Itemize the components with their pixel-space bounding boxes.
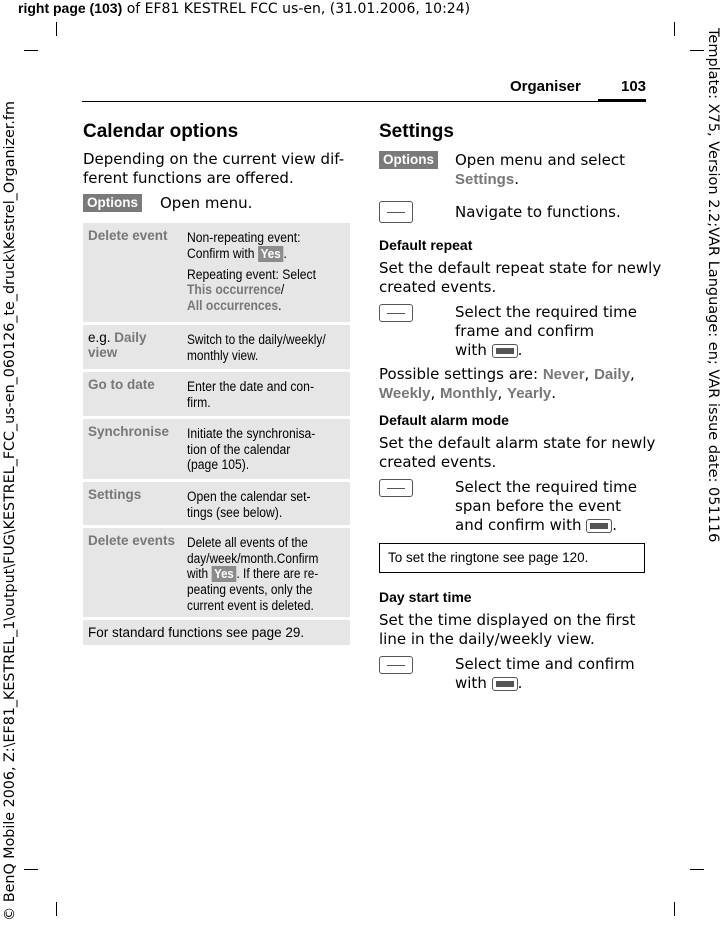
page-number: 103 <box>621 78 647 95</box>
crop-mark <box>674 902 675 916</box>
row-label: Delete events <box>88 533 176 548</box>
desc-line: (page 105). <box>187 457 250 472</box>
desc-line: Non-repeating event: <box>187 230 301 245</box>
menu-option-text: All occurrences <box>187 297 279 313</box>
possible-settings-prefix: Possible settings are: <box>379 365 543 383</box>
desc-line: day/week/month.Confirm <box>187 550 319 566</box>
desc-line: Repeating event: Select <box>187 266 317 282</box>
yes-softkey: Yes <box>211 566 236 582</box>
softkey-icon <box>492 677 518 691</box>
nav-key-mark <box>387 488 405 489</box>
alarm-step-text <box>455 478 637 535</box>
nav-key-mark <box>387 212 405 213</box>
separator: , <box>430 384 440 402</box>
menu-option-text: Settings <box>455 171 515 188</box>
crop-mark <box>690 869 704 870</box>
crop-mark <box>24 869 38 870</box>
calendar-options-heading: Calendar options <box>83 121 239 142</box>
options-softkey: Options <box>83 194 142 212</box>
navigation-key-leftright-icon <box>379 656 413 674</box>
row-description <box>187 325 330 369</box>
navigate-text: Navigate to functions. <box>455 203 621 221</box>
crop-mark <box>56 902 57 916</box>
day-start-heading: Day start time <box>379 589 472 605</box>
table-row <box>83 419 350 479</box>
navigation-key-updown-icon <box>379 201 413 223</box>
table-row <box>83 482 350 525</box>
desc-line <box>187 566 327 582</box>
text-line: Set the default alarm state for newly <box>379 434 656 452</box>
row-label: Synchronise <box>88 424 170 439</box>
text-line: Set the default repeat state for newly <box>379 259 662 277</box>
row-label <box>88 330 178 360</box>
copyright-path: © BenQ Mobile 2006, Z:\EF81_KESTREL_1\output\FUG\KESTREL_FCC_us-en_060126_te_druck\Kestrel_Organizer.fm <box>2 101 18 921</box>
step-line: Select time and confirm <box>455 655 635 673</box>
table-row <box>83 325 350 369</box>
step-line: Select the required time <box>455 478 637 496</box>
menu-option-text: This occurrence <box>187 282 281 297</box>
desc-text: Confirm with <box>187 245 258 261</box>
desc-line: Open the calendar set- <box>187 489 311 504</box>
setting-value: Weekly <box>379 385 431 402</box>
desc-line: Delete all events of the <box>187 535 308 550</box>
text-line: line in the daily/weekly view. <box>379 630 595 648</box>
step-line <box>455 341 637 360</box>
desc-text: . If there are re- <box>236 566 319 581</box>
default-repeat-heading: Default repeat <box>379 237 473 253</box>
row-description <box>187 482 334 526</box>
text-line: created events. <box>379 278 497 296</box>
navigation-key-leftright-icon <box>379 304 413 322</box>
setting-value: Monthly <box>439 385 498 402</box>
desc-line: Initiate the synchronisa- <box>187 426 316 441</box>
step-line: span before the event <box>455 497 621 515</box>
calendar-options-intro <box>83 150 344 188</box>
desc-line <box>187 282 330 298</box>
desc-line: tion of the calendar <box>187 441 291 457</box>
desc-line: Switch to the daily/weekly/ <box>187 332 326 347</box>
crop-mark <box>56 22 57 36</box>
print-header-bold: right page (103) <box>18 0 123 16</box>
step-text: . <box>612 516 618 534</box>
nav-key-mark <box>387 313 405 314</box>
running-head-title: Organiser <box>510 78 581 95</box>
desc-text: / <box>280 282 285 297</box>
row-description <box>187 372 334 416</box>
header-rule <box>82 101 646 102</box>
step-line: Select the required time <box>455 303 637 321</box>
separator: . <box>551 384 557 402</box>
separator: , <box>629 365 635 383</box>
step-line <box>455 170 625 189</box>
text-line: created events. <box>379 453 497 471</box>
label-prefix: e.g. <box>88 330 115 345</box>
row-description <box>187 528 330 619</box>
step-text: and confirm with <box>455 516 587 534</box>
step-text: . <box>514 170 519 188</box>
setting-value: Daily <box>594 366 630 383</box>
crop-mark <box>674 22 675 36</box>
options-table <box>83 223 350 648</box>
page-number-rule <box>598 99 646 102</box>
yes-softkey: Yes <box>258 246 284 262</box>
default-alarm-heading: Default alarm mode <box>379 412 509 428</box>
step-text: . <box>517 674 523 692</box>
step-line <box>455 516 637 535</box>
intro-line: Depending on the current view dif- <box>83 150 345 168</box>
print-header <box>18 0 470 17</box>
repeat-step-text <box>455 303 637 360</box>
separator: , <box>584 365 595 383</box>
intro-line: ferent functions are offered. <box>83 169 294 187</box>
softkey-icon <box>492 344 518 358</box>
label-text: Daily view <box>88 330 147 360</box>
row-label: Delete event <box>88 228 168 243</box>
ringtone-note: To set the ringtone see page 120. <box>379 543 645 573</box>
crop-mark <box>690 50 704 51</box>
step-line: Open menu and select <box>455 151 626 169</box>
desc-text: . <box>278 297 282 313</box>
desc-line: current event is deleted. <box>187 597 314 613</box>
desc-line: tings (see below). <box>187 504 283 520</box>
table-row <box>83 223 350 322</box>
default-repeat-text <box>379 259 661 297</box>
desc-line <box>187 246 330 262</box>
step-line <box>455 674 635 693</box>
desc-text: . <box>283 245 287 261</box>
default-alarm-text <box>379 434 655 472</box>
text-line: Set the time displayed on the first <box>379 611 636 629</box>
row-label: Go to date <box>88 377 155 392</box>
row-description <box>187 419 334 479</box>
step-text: with <box>455 674 492 692</box>
setting-value: Yearly <box>507 385 552 402</box>
desc-line: monthly view. <box>187 347 259 363</box>
desc-text: with <box>187 566 212 581</box>
day-start-text <box>379 611 635 649</box>
step-text: with <box>455 341 492 359</box>
row-label: Settings <box>88 487 142 502</box>
desc-line: firm. <box>187 394 211 410</box>
desc-line: Enter the date and con- <box>187 379 314 394</box>
open-menu-text <box>455 151 625 189</box>
row-description <box>187 223 334 319</box>
table-row <box>83 528 350 617</box>
separator: , <box>497 384 508 402</box>
desc-line <box>187 298 330 314</box>
setting-value: Never <box>542 366 585 383</box>
options-description: Open menu. <box>160 194 253 212</box>
softkey-icon <box>586 519 612 533</box>
desc-line: peating events, only the <box>187 582 313 597</box>
step-line: frame and confirm <box>455 322 595 340</box>
nav-key-mark <box>387 665 405 666</box>
possible-settings-text <box>379 365 649 403</box>
navigation-key-leftright-icon <box>379 479 413 497</box>
crop-mark <box>24 50 38 51</box>
table-row <box>83 372 350 416</box>
options-softkey: Options <box>379 151 438 169</box>
day-step-text <box>455 655 635 693</box>
template-info: Template: X75, Version 2.2;VAR Language: en; VAR issue date: 051116 <box>705 28 721 543</box>
settings-heading: Settings <box>379 121 454 142</box>
table-footer: For standard functions see page 29. <box>83 620 350 645</box>
print-header-rest: of EF81 KESTREL FCC us-en, (31.01.2006, 10:24) <box>122 1 471 17</box>
step-text: . <box>517 341 523 359</box>
